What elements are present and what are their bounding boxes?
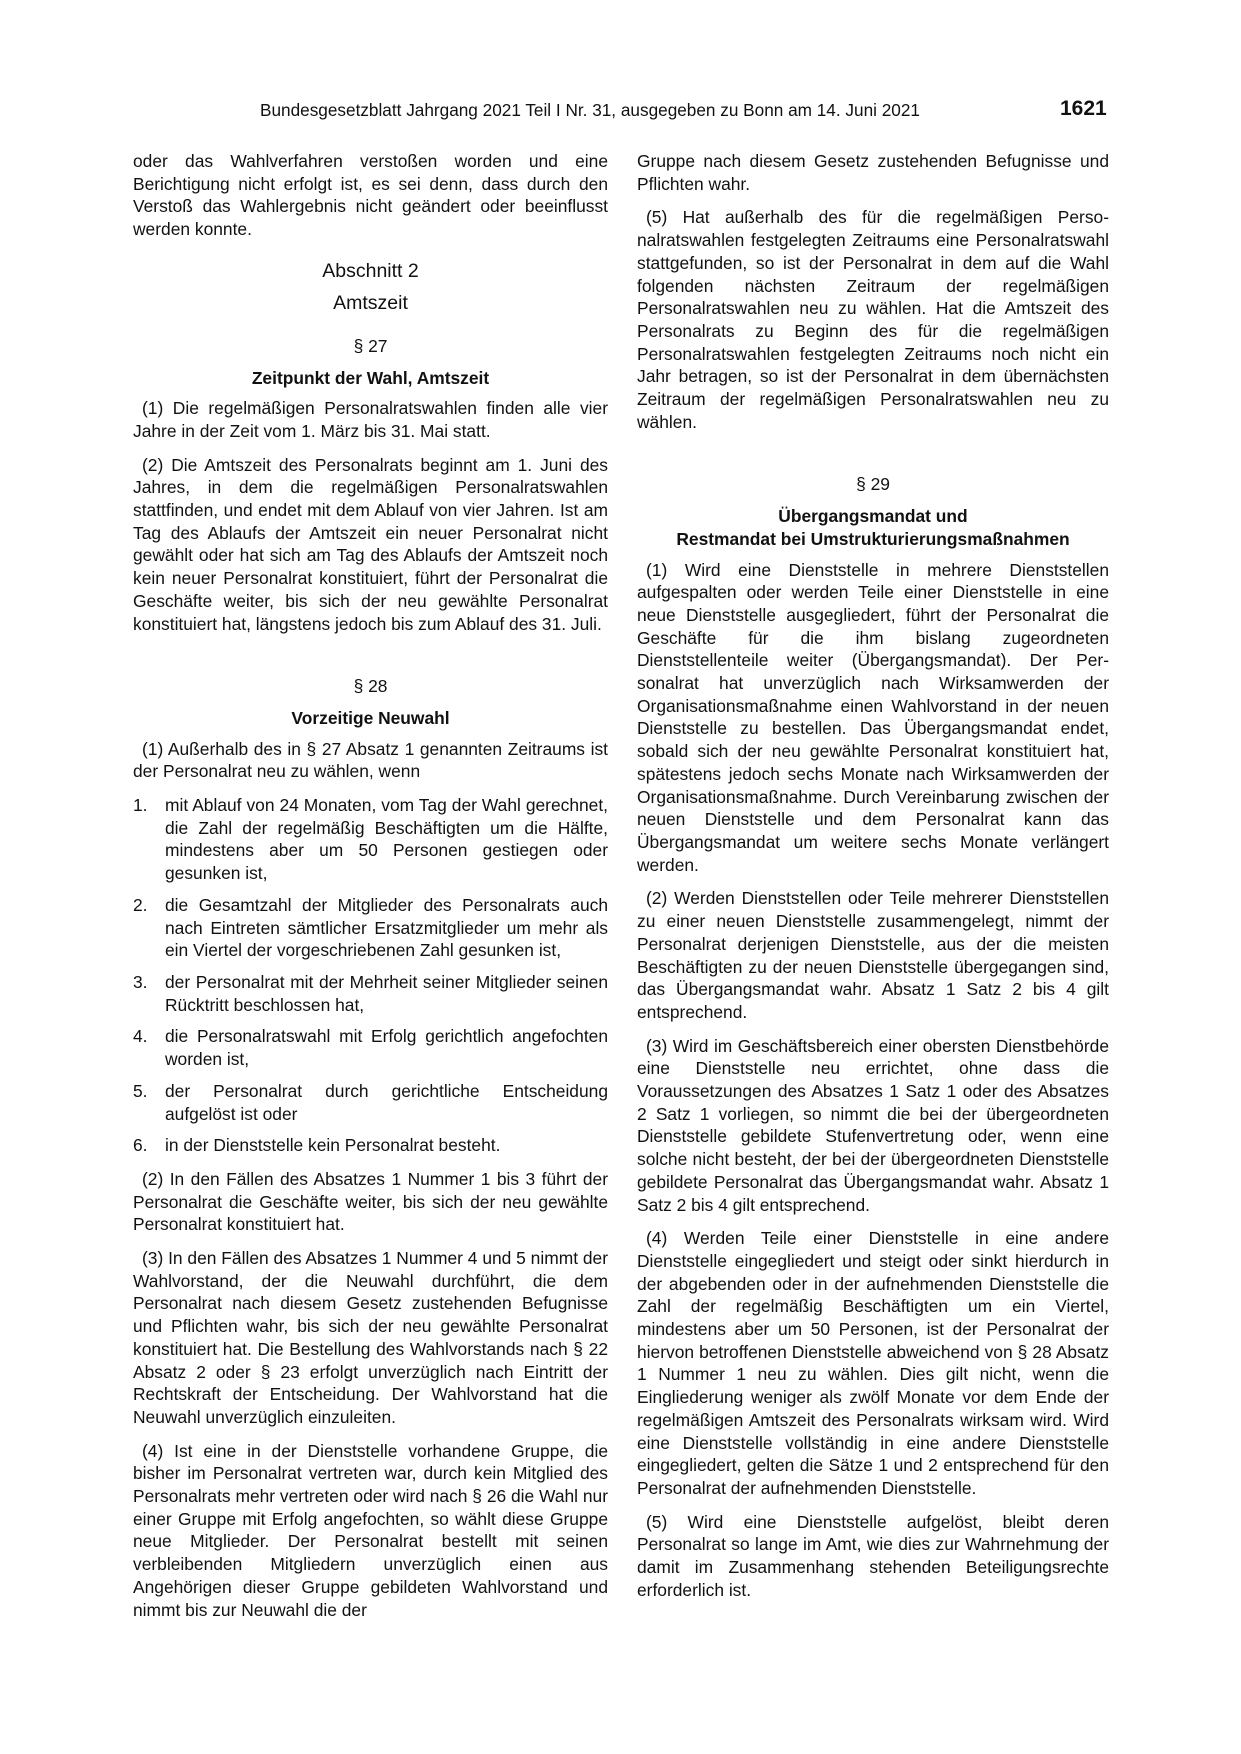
- intro-paragraph: oder das Wahlverfahren verstoßen worden und eine Berichtigung nicht erfolgt ist, es sei denn, dass durch den Verstoß das Wahlergebnis nicht geändert oder beeinflusst werden konnte.: [133, 151, 608, 240]
- list-item-number: 1.: [133, 795, 148, 816]
- paragraph-28-subsection-5: (5) Hat außerhalb des für die regelmäßigen Personalratswahlen festgelegten Zeitraums eine Personalratswahl stattgefunden, so ist der Personalrat in dem auf die Wahl folgenden nächsten Zeitraum der regelmäßigen Personalratswahlen neu zu wählen. Hat die Amtszeit des Personalrats zu Beginn des für die regelmäßigen Personalratswahlen festgelegten Zeitraums noch nicht ein Jahr betragen, so ist der Personalrat in dem übernächsten Zeitraum der regelmäßigen Personalratswahlen neu zu wählen.: [637, 207, 1109, 432]
- page-header: [0, 97, 1241, 124]
- paragraph-28-subsection-1: (1) Außerhalb des in § 27 Absatz 1 genannten Zeitraums ist der Personalrat neu zu wählen, wenn: [133, 738, 608, 782]
- paragraph-29-subsection-2: (2) Werden Dienststellen oder Teile mehrerer Dienststellen zu einer neuen Dienststelle zusammengelegt, nimmt der Personalrat derjenigen Dienststelle, aus der die meisten Beschäftigten zu der neuen Dienststelle übergegangen sind, das Übergangsmandat wahr. Absatz 1 Satz 2 bis 4 gilt entsprechend.: [637, 888, 1109, 1022]
- paragraph-28-list: [133, 794, 608, 1157]
- left-column: [133, 150, 608, 1632]
- list-item-number: 6.: [133, 1135, 148, 1156]
- paragraph-27-subsection-2: (2) Die Amtszeit des Personalrats beginnt am 1. Juni des Jahres, in dem die regelmäßigen Personalratswahlen stattfinden, und endet mit dem Ablauf von vier Jahren. Ist am Tag des Ablaufs der Amtszeit ein neuer Personalrat nicht gewählt oder hat sich am Tag des Ablaufs der Amtszeit noch kein neuer Personalrat konstituiert, führt der Personalrat die Geschäfte weiter, bis sich der neu gewählte Personalrat konstituiert hat, längstens jedoch bis zum Ablauf des 31. Juli.: [133, 454, 608, 634]
- list-item-text: der Personalrat durch gerichtliche Entscheidung aufgelöst ist oder: [165, 1080, 608, 1124]
- list-item: [133, 1134, 608, 1157]
- list-item-text: der Personalrat mit der Mehrheit seiner Mitglieder seinen Rücktritt beschlossen hat,: [165, 971, 608, 1015]
- continuation-paragraph: Gruppe nach diesem Gesetz zustehenden Befugnisse und Pflichten wahr.: [637, 151, 1109, 194]
- paragraph-29-title-line-2: Restmandat bei Umstrukturierungsmaßnahmen: [676, 528, 1070, 549]
- paragraph-27-number: § 27: [353, 335, 388, 356]
- list-item-number: 4.: [133, 1026, 148, 1047]
- paragraph-29-subsection-4: (4) Werden Teile einer Dienststelle in eine andere Dienststelle eingegliedert und steigt oder sinkt hierdurch in der abgebenden oder in der aufnehmenden Dienststelle die Zahl der regelmäßig Beschäftigten um ein Viertel, mindestens aber um 50 Personen, ist der Personalrat der hiervon betroffenen Dienststelle abweichend von § 28 Absatz 1 Nummer 1 neu zu wählen. Dies gilt nicht, wenn die Eingliederung weniger als zwölf Monate vor dem Ende der regelmäßigen Amtszeit des Personalrats wirksam wird. Wird eine Dienststelle vollständig in eine andere Dienststelle eingegliedert, gelten die Sätze 1 und 2 entsprechend für den Personalrat der aufnehmenden Dienststelle.: [637, 1228, 1109, 1498]
- header-title: Bundesgesetzblatt Jahrgang 2021 Teil I Nr. 31, ausgegeben zu Bonn am 14. Juni 2021: [260, 100, 920, 120]
- paragraph-28-title: Vorzeitige Neuwahl: [291, 707, 450, 728]
- paragraph-27-subsection-1: (1) Die regelmäßigen Personalratswahlen finden alle vier Jahre in der Zeit vom 1. März bis 31. Mai statt.: [133, 398, 608, 441]
- paragraph-28-subsection-3: (3) In den Fällen des Absatzes 1 Nummer 4 und 5 nimmt der Wahlvorstand, der die Neuwahl durchführt, die dem Personalrat nach diesem Gesetz zustehenden Befugnisse und Pflichten wahr, bis sich der neu gewählte Personalrat konstituiert hat. Die Bestellung des Wahlvorstands nach § 22 Absatz 2 oder § 23 erfolgt unverzüglich nach Eintritt der Rechtskraft der Entscheidung. Der Wahlvorstand hat die Neuwahl unverzüglich einzuleiten.: [133, 1248, 608, 1427]
- paragraph-28-subsection-4: (4) Ist eine in der Dienststelle vorhandene Gruppe, die bisher im Personalrat vertreten war, durch kein Mitglied des Personalrats mehr vertreten oder wird nach § 26 die Wahl nur einer Gruppe mit Erfolg angefochten, so wählt diese Gruppe neue Mitglieder. Der Personalrat bestellt mit seinen verbleibenden Mitgliedern unverzüglich einen aus Angehörigen dieser Gruppe gebildeten Wahlvorstand und nimmt bis zur Neuwahl die der: [133, 1440, 608, 1620]
- spacer: [637, 444, 1109, 463]
- list-item-text: mit Ablauf von 24 Monaten, vom Tag der Wahl gerechnet, die Zahl der regelmäßig Beschäftigten um die Hälfte, mindestens aber um 50 Personen gestiegen oder gesunken ist,: [165, 795, 608, 884]
- spacer: [133, 646, 608, 665]
- list-item-text: die Gesamtzahl der Mitglieder des Personalrats auch nach Eintreten sämtlicher Ersatzmitglieder um mehr als ein Viertel der vorgeschriebenen Zahl gesunken ist,: [165, 894, 608, 961]
- paragraph-29-number: § 29: [856, 474, 890, 495]
- list-item: [133, 794, 608, 885]
- paragraph-28-number: § 28: [353, 676, 388, 697]
- list-item: [133, 971, 608, 1016]
- list-item-number: 3.: [133, 971, 148, 992]
- list-item-text: die Personalratswahl mit Erfolg gerichtlich angefochten worden ist,: [165, 1026, 608, 1070]
- list-item: [133, 1025, 608, 1070]
- paragraph-28-subsection-2: (2) In den Fällen des Absatzes 1 Nummer 1 bis 3 führt der Personalrat die Geschäfte weiter, bis sich der neu gewählte Personalrat konstituiert hat.: [133, 1168, 608, 1235]
- list-item: [133, 894, 608, 962]
- section-title: Amtszeit: [333, 291, 408, 314]
- paragraph-29-subsection-5: (5) Wird eine Dienststelle aufgelöst, bleibt deren Personalrat so lange im Amt, wie dies zur Wahrnehmung der damit im Zusammenhang stehenden Beteiligungsrechte erforderlich ist.: [637, 1511, 1109, 1600]
- section-heading: Abschnitt 2: [322, 259, 419, 282]
- list-item-number: 2.: [133, 894, 148, 915]
- right-column: [637, 150, 1109, 1612]
- list-item-text: in der Dienststelle kein Personalrat besteht.: [165, 1135, 501, 1156]
- paragraph-29-subsection-3: (3) Wird im Geschäftsbereich einer obersten Dienstbehörde eine Dienststelle neu errichtet, ohne dass die Voraussetzungen des Absatzes 1 Satz 1 oder des Absatzes 2 Satz 1 vorliegen, so nimmt die bei der übergeordneten Dienststelle gebildete Stufenvertretung oder, wenn eine solche nicht besteht, der bei der übergeordneten Dienststelle gebildete Personalrat das Übergangsmandat wahr. Absatz 1 Satz 2 bis 4 gilt entsprechend.: [637, 1035, 1109, 1215]
- paragraph-29-subsection-1: (1) Wird eine Dienststelle in mehrere Dienststellen aufgespalten oder werden Teile einer Dienststelle in eine neue Dienststelle ausgegliedert, führt der Personalrat die Geschäfte für die ihm bislang zugeordneten Dienststellenteile weiter (Übergangsmandat). Der Personalrat hat unverzüglich nach Wirksamwerden der Organisationsmaßnahme einen Wahlvorstand in der neuen Dienststelle zu bestellen. Das Übergangsmandat endet, sobald sich der neu gewählte Personalrat konstituiert hat, spätestens jedoch sechs Monate nach Wirksamwerden der Organisationsmaßnahme. Durch Vereinbarung zwischen der neuen Dienststelle und dem Personalrat kann das Übergangsmandat um weitere sechs Monate verlängert werden.: [637, 559, 1109, 875]
- list-item: [133, 1080, 608, 1125]
- paragraph-29-title-line-1: Übergangsmandat und: [778, 506, 968, 527]
- list-item-number: 5.: [133, 1080, 148, 1101]
- paragraph-27-title: Zeitpunkt der Wahl, Amtszeit: [251, 367, 490, 388]
- page-number: 1621: [1060, 97, 1107, 120]
